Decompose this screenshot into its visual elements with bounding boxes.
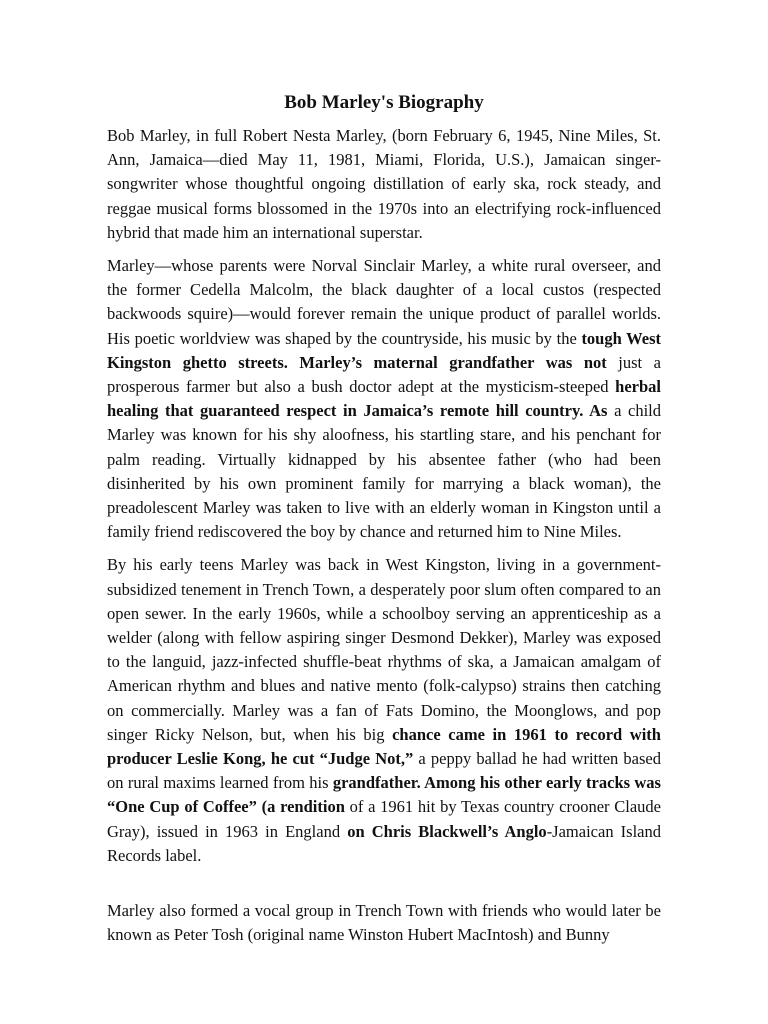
text-segment: just a prosperous farmer but also a bush doctor adept at the mysticism-steeped xyxy=(107,352,661,397)
body-paragraph xyxy=(107,124,661,245)
text-segment: Marley—whose parents were Norval Sinclair Marley, a white rural overseer, and the former Cedella Malcolm, the black daughter of a local custos (respected backwoods squire)—would forever remain the unique product of parallel worlds. His poetic worldview was shaped by the countryside, his music by the xyxy=(107,256,661,348)
text-segment: a child Marley was known for his shy aloofness, his startling stare, and his penchant for palm reading. Virtually kidnapped by his absentee father (who had been disinherited by his own prominent family for marrying a black woman), the preadolescent Marley was taken to live with an elderly woman in Kingston until a family friend rediscovered the boy by chance and returned him to Nine Miles. xyxy=(107,401,661,542)
text-segment: Marley also formed a vocal group in Trench Town with friends who would later be known as Peter Tosh (original name Winston Hubert MacIntosh) and Bunny xyxy=(107,901,661,945)
bold-text-segment: chance came in 1961 to record with producer Leslie Kong, he cut “Judge Not,” xyxy=(107,724,661,769)
text-segment: Bob Marley, in full Robert Nesta Marley, (born February 6, 1945, Nine Miles, St. Ann, Jamaica—died May 11, 1981, Miami, Florida, U.S.), Jamaican singer-songwriter whose thoughtful ongoing distillation of early ska, rock steady, and reggae musical forms blossomed in the 1970s into an electrifying rock-influenced hybrid that made him an international superstar. xyxy=(107,126,661,242)
bold-text-segment: on Chris Blackwell’s Anglo xyxy=(347,821,547,841)
document-page xyxy=(107,90,661,957)
text-segment: -Jamaican Island Records label. xyxy=(107,821,662,865)
document-title: Bob Marley's Biography xyxy=(284,92,484,113)
text-segment: a peppy ballad he had written based on rural maxims learned from his xyxy=(107,749,661,793)
bold-text-segment: herbal healing that guaranteed respect in Jamaica’s remote hill country. As xyxy=(107,377,661,421)
body-paragraph xyxy=(107,899,661,947)
text-segment: of a 1961 hit by Texas country crooner Claude Gray), issued in 1963 in England xyxy=(107,797,661,841)
text-segment: By his early teens Marley was back in West Kingston, living in a government-subsidized tenement in Trench Town, a desperately poor slum often compared to an open sewer. In the early 1960s, while a schoolboy serving an apprenticeship as a welder (along with fellow aspiring singer Desmond Dekker), Marley was exposed to the languid, jazz-infected shuffle-beat rhythms of ska, a Jamaican amalgam of American rhythm and blues and native mento (folk-calypso) strains then catching on commercially. Marley was a fan of Fats Domino, the Moonglows, and pop singer Ricky Nelson, but, when his big xyxy=(107,555,661,744)
bold-text-segment: tough West Kingston ghetto streets. Marley’s maternal grandfather was not xyxy=(107,328,661,372)
body-paragraph xyxy=(107,254,661,544)
document-body xyxy=(107,124,661,948)
bold-text-segment: grandfather. Among his other early tracks was “One Cup of Coffee” (a rendition xyxy=(107,773,661,817)
body-paragraph xyxy=(107,553,661,868)
paragraph-spacer xyxy=(107,877,661,899)
